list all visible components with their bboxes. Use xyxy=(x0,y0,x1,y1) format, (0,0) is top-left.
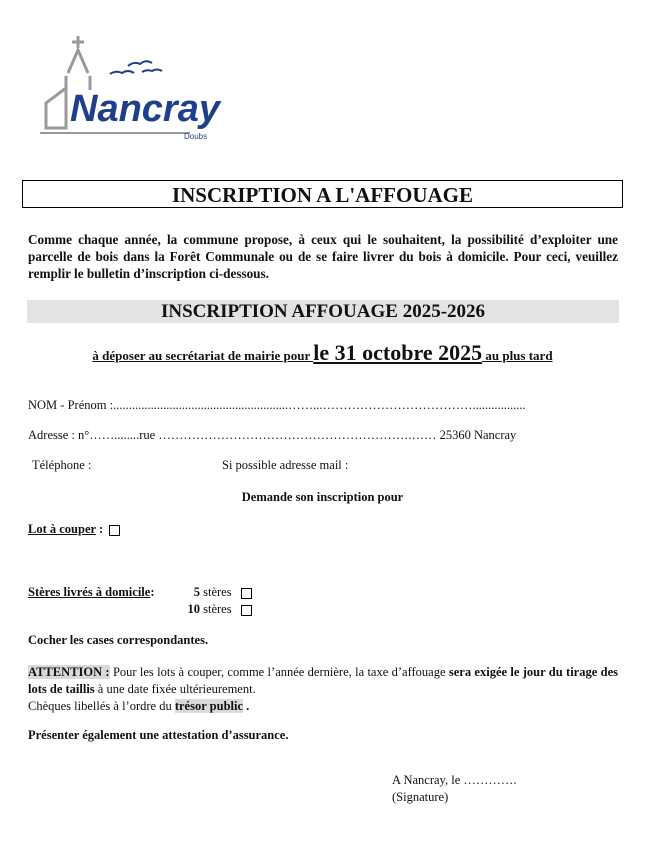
attention-label: ATTENTION : xyxy=(28,665,110,679)
lot-row xyxy=(28,522,120,537)
option-5-unit: stères xyxy=(203,585,232,599)
lot-checkbox[interactable] xyxy=(109,525,120,536)
attention-text1: Pour les lots à couper, comme l’année dernière, la taxe d’affouage xyxy=(109,665,449,679)
attention-emph: sera exigée le jour du tirage des lots de taillis xyxy=(28,665,618,696)
steres-option-10 xyxy=(180,602,262,617)
email-field[interactable]: Si possible adresse mail : xyxy=(222,458,349,472)
section-title: INSCRIPTION AFFOUAGE 2025-2026 xyxy=(27,300,619,323)
attention-paragraph xyxy=(28,664,618,715)
telephone-field[interactable]: Téléphone : xyxy=(32,458,92,472)
deposit-suffix: au plus tard xyxy=(482,348,553,363)
demande-label: Demande son inscription pour xyxy=(241,490,404,504)
option-10-unit: stères xyxy=(203,602,232,616)
deposit-deadline xyxy=(0,340,645,366)
cocher-note: Cocher les cases correspondantes. xyxy=(28,633,209,647)
lot-label: Lot à couper xyxy=(28,522,96,536)
option-10-checkbox[interactable] xyxy=(241,605,252,616)
steres-sep: : xyxy=(150,585,155,599)
steres-label-row xyxy=(28,585,154,600)
nom-field[interactable]: NOM - Prénom :........................................................……...………………………………................. xyxy=(28,398,526,412)
signature-label: (Signature) xyxy=(392,790,449,804)
lot-sep: : xyxy=(95,522,104,536)
logo-name: Nancray xyxy=(70,88,220,130)
steres-option-5 xyxy=(180,585,262,600)
option-5-qty: 5 xyxy=(193,585,200,599)
cheques-text: Chèques libellés à l’ordre du xyxy=(28,699,175,713)
cheques-end: . xyxy=(243,699,250,713)
page-title: INSCRIPTION A L'AFFOUAGE xyxy=(22,180,623,208)
deposit-prefix: à déposer au secrétariat de mairie pour xyxy=(92,348,314,363)
steres-label: Stères livrés à domicile xyxy=(28,585,151,599)
option-10-qty: 10 xyxy=(187,602,200,616)
option-5-checkbox[interactable] xyxy=(241,588,252,599)
intro-paragraph: Comme chaque année, la commune propose, à ceux qui le souhaitent, la possibilité d’exploiter une parcelle de bois dans la Forêt Communale ou de se faire livrer du bois à domicile. Pour ceci, veuillez remplir le bulletin d’inscription ci-dessous. xyxy=(28,232,618,281)
signature-place: A Nancray, le …………. xyxy=(392,773,517,787)
tresor-public: trésor public xyxy=(174,699,244,713)
attention-text2: à une date fixée ultérieurement. xyxy=(94,682,256,696)
deposit-date: le 31 octobre 2025 xyxy=(313,340,483,365)
assurance-note: Présenter également une attestation d’assurance. xyxy=(28,728,289,742)
logo-subtitle: Doubs xyxy=(184,132,208,141)
adresse-field[interactable]: Adresse : n°……........rue …………………………………………………….…… 25360 Nancray xyxy=(28,428,517,442)
